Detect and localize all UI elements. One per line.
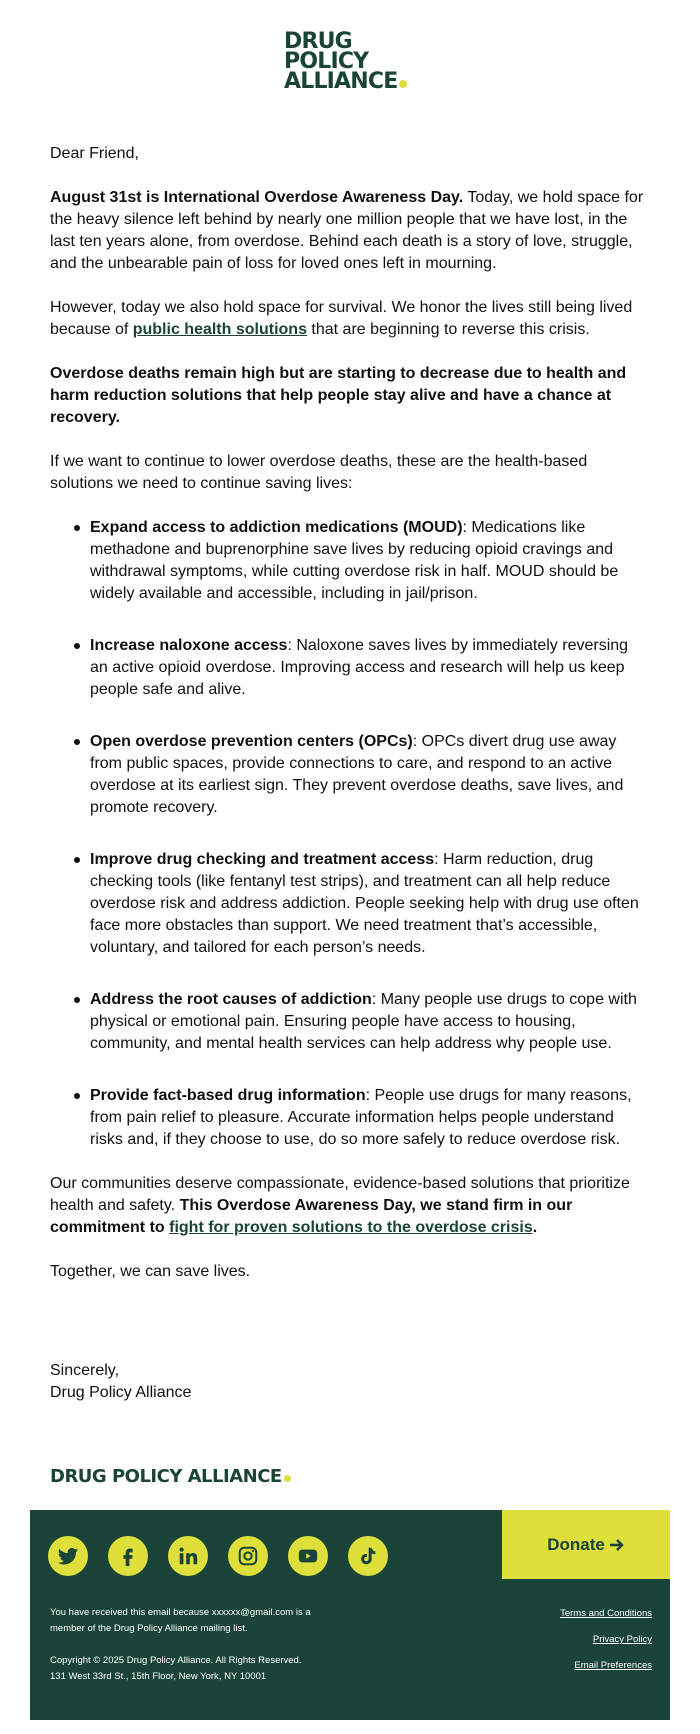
bullet — [74, 857, 80, 863]
bullet — [74, 739, 80, 745]
facebook-icon[interactable] — [108, 1536, 148, 1576]
list-item: Increase naloxone access: Naloxone saves lives by immediately reversing an active opioid overdose. Improving access and research will help us keep people safe and alive. — [50, 635, 650, 701]
youtube-icon[interactable] — [288, 1536, 328, 1576]
signature-block — [50, 1360, 191, 1404]
tiktok-icon[interactable] — [348, 1536, 388, 1576]
bullet — [74, 1093, 80, 1099]
proven-solutions-link[interactable]: fight for proven solutions to the overdose crisis — [169, 1219, 533, 1236]
logo-line-1: DRUG — [284, 29, 352, 54]
legal-info — [50, 1605, 340, 1685]
list-item: Provide fact-based drug information: People use drugs for many reasons, from pain relief to pleasure. Accurate information helps people understand risks and, if they choose to use, do so more safely to reduce overdose risk. — [50, 1085, 650, 1151]
copyright: Copyright © 2025 Drug Policy Alliance. All Rights Reserved. — [50, 1655, 302, 1666]
twitter-icon[interactable] — [48, 1536, 88, 1576]
subscription-notice: You have received this email because xxxxxx@gmail.com is a member of the Drug Policy Alliance mailing list. — [50, 1607, 311, 1634]
list-item: Open overdose prevention centers (OPCs): OPCs divert drug use away from public spaces, provide connections to care, and respond to an active overdose at its earliest sign. They prevent overdose deaths, save lives, and promote recovery. — [50, 731, 650, 819]
bullet — [74, 997, 80, 1003]
address: 131 West 33rd St., 15th Floor, New York, NY 10001 — [50, 1671, 267, 1682]
signoff: Sincerely, — [50, 1362, 120, 1379]
footer-logo[interactable]: DRUG POLICY ALLIANCE — [50, 1466, 291, 1487]
bullet — [74, 643, 80, 649]
survival-paragraph: However, today we also hold space for survival. We honor the lives still being lived because of public health solutions that are beginning to reverse this crisis. — [50, 299, 633, 338]
intro-text: Today, we hold space for the heavy silence left behind by nearly one million people that we have lost, in the last ten years alone, from overdose. Behind each death is a story of love, struggle, and the unbearable pain of loss for loved ones left in mourning. — [50, 189, 644, 272]
solutions-intro: If we want to continue to lower overdose deaths, these are the health-based solutions we need to continue saving lives: — [50, 453, 588, 492]
logo-line-2: POLICY — [284, 49, 369, 74]
intro-paragraph — [50, 187, 650, 275]
public-health-solutions-link[interactable]: public health solutions — [132, 321, 307, 338]
list-item: Improve drug checking and treatment access: Harm reduction, drug checking tools (like fentanyl test strips), and treatment can all help reduce overdose risk and address addiction. People seeking help with drug use often face more obstacles than support. We need treatment that’s accessible, voluntary, and tailored for each person’s needs. — [50, 849, 650, 959]
email-body — [50, 143, 650, 1305]
privacy-link[interactable]: Privacy Policy — [592, 1634, 652, 1645]
commitment-paragraph: Our communities deserve compassionate, evidence-based solutions that prioritize health and safety. This Overdose Awareness Day, we stand firm in our commitment to fight for proven solutions to the overdose crisis. — [50, 1175, 630, 1236]
instagram-icon[interactable] — [228, 1536, 268, 1576]
email-preferences-link[interactable]: Email Preferences — [574, 1660, 652, 1671]
footer-links — [560, 1607, 652, 1685]
terms-link[interactable]: Terms and Conditions — [560, 1608, 652, 1619]
donate-button[interactable]: Donate — [502, 1510, 670, 1579]
intro-bold: August 31st is International Overdose Awareness Day. — [50, 189, 464, 206]
header-logo[interactable] — [284, 29, 424, 94]
footer — [30, 1510, 670, 1720]
solutions-list — [50, 517, 650, 1151]
logo-dot — [284, 1475, 291, 1482]
linkedin-icon[interactable] — [168, 1536, 208, 1576]
list-item: Address the root causes of addiction: Many people use drugs to cope with physical or emotional pain. Ensuring people have access to housing, community, and mental health services can help address why people use. — [50, 989, 650, 1055]
social-links — [48, 1536, 388, 1576]
closing-line: Together, we can save lives. — [50, 1263, 251, 1280]
greeting: Dear Friend, — [50, 145, 139, 162]
list-item: Expand access to addiction medications (MOUD): Medications like methadone and buprenorphine save lives by reducing opioid cravings and withdrawal symptoms, while cutting overdose risk in half. MOUD should be widely available and accessible, including in jail/prison. — [50, 517, 650, 605]
signature: Drug Policy Alliance — [50, 1384, 192, 1401]
arrow-right-icon — [609, 1538, 625, 1552]
decrease-statement: Overdose deaths remain high but are starting to decrease due to health and harm reduction solutions that help people stay alive and have a chance at recovery. — [50, 365, 627, 426]
bullet — [74, 525, 80, 531]
logo-line-3: ALLIANCE — [284, 72, 424, 92]
logo-dot — [399, 80, 407, 88]
